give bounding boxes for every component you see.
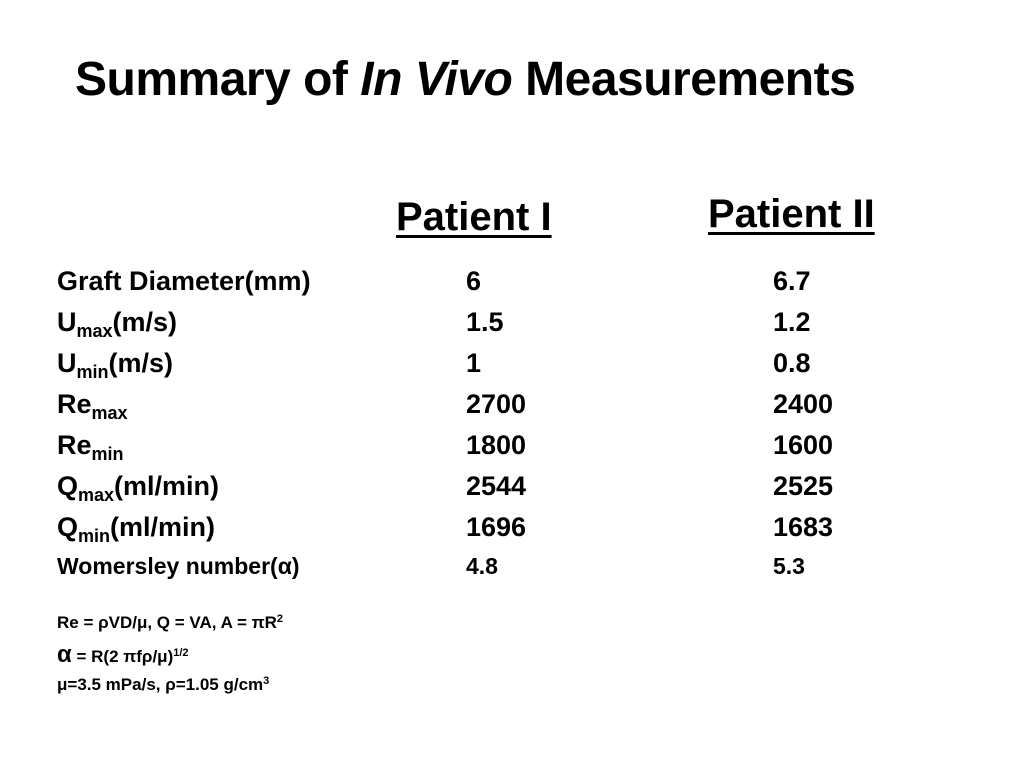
row-label: $U_{max}(m/s)$ [57, 307, 178, 341]
patient-2-value: 1.2 [773, 307, 811, 337]
table-row [0, 305, 1024, 345]
patient-1-value: 4.8 [466, 553, 498, 579]
row-label: Womersley number(α) [57, 553, 300, 579]
patient-1-value: 1 [466, 348, 482, 378]
patient-2-value: 1683 [773, 512, 834, 542]
table-row [0, 428, 1024, 468]
patient-1-value: 1.5 [466, 307, 504, 337]
row-label: $U_{min}(m/s)$ [57, 348, 174, 382]
formula-note-constants: μ=3.5 mPa/s, ρ=1.05 $g/cm^3$ [57, 675, 270, 694]
patient-1-value: 1800 [466, 430, 527, 460]
patient-2-value: 0.8 [773, 348, 811, 378]
row-label: $Re_{max}$ [57, 389, 128, 423]
patient-2-value: 2400 [773, 389, 834, 419]
table-row [0, 551, 1024, 591]
table-row [0, 510, 1024, 550]
patient-2-value: 5.3 [773, 553, 805, 579]
patient-2-value: 6.7 [773, 266, 811, 296]
page-title [75, 52, 855, 108]
table-row [0, 264, 1024, 304]
title-italic: In Vivo [360, 53, 513, 106]
patient-2-value: 1600 [773, 430, 834, 460]
formula-note-reynolds: Re = ρVD/μ, Q = VA, $A = \pi R^2$ [57, 613, 284, 632]
column-header-patient-1: Patient I [396, 195, 552, 239]
patient-1-value: 2544 [466, 471, 527, 501]
title-suffix: Measurements [512, 53, 856, 106]
formula-note-womersley: α = R(2 πfρ/μ)$^{1/2}$ [57, 641, 189, 668]
patient-1-value: 2700 [466, 389, 527, 419]
patient-1-value: 1696 [466, 512, 527, 542]
table-row [0, 346, 1024, 386]
table-row [0, 469, 1024, 509]
title-prefix: Summary of [75, 53, 361, 106]
table-row [0, 387, 1024, 427]
column-header-patient-2: Patient II [708, 192, 875, 236]
patient-2-value: 2525 [773, 471, 834, 501]
row-label: $Q_{min}(ml/\min)$ [57, 512, 216, 546]
row-label: Graft Diameter(mm) [57, 266, 311, 296]
patient-1-value: 6 [466, 266, 482, 296]
row-label: $Q_{max}(ml/\min)$ [57, 471, 220, 505]
row-label: $Re_{min}$ [57, 430, 124, 464]
